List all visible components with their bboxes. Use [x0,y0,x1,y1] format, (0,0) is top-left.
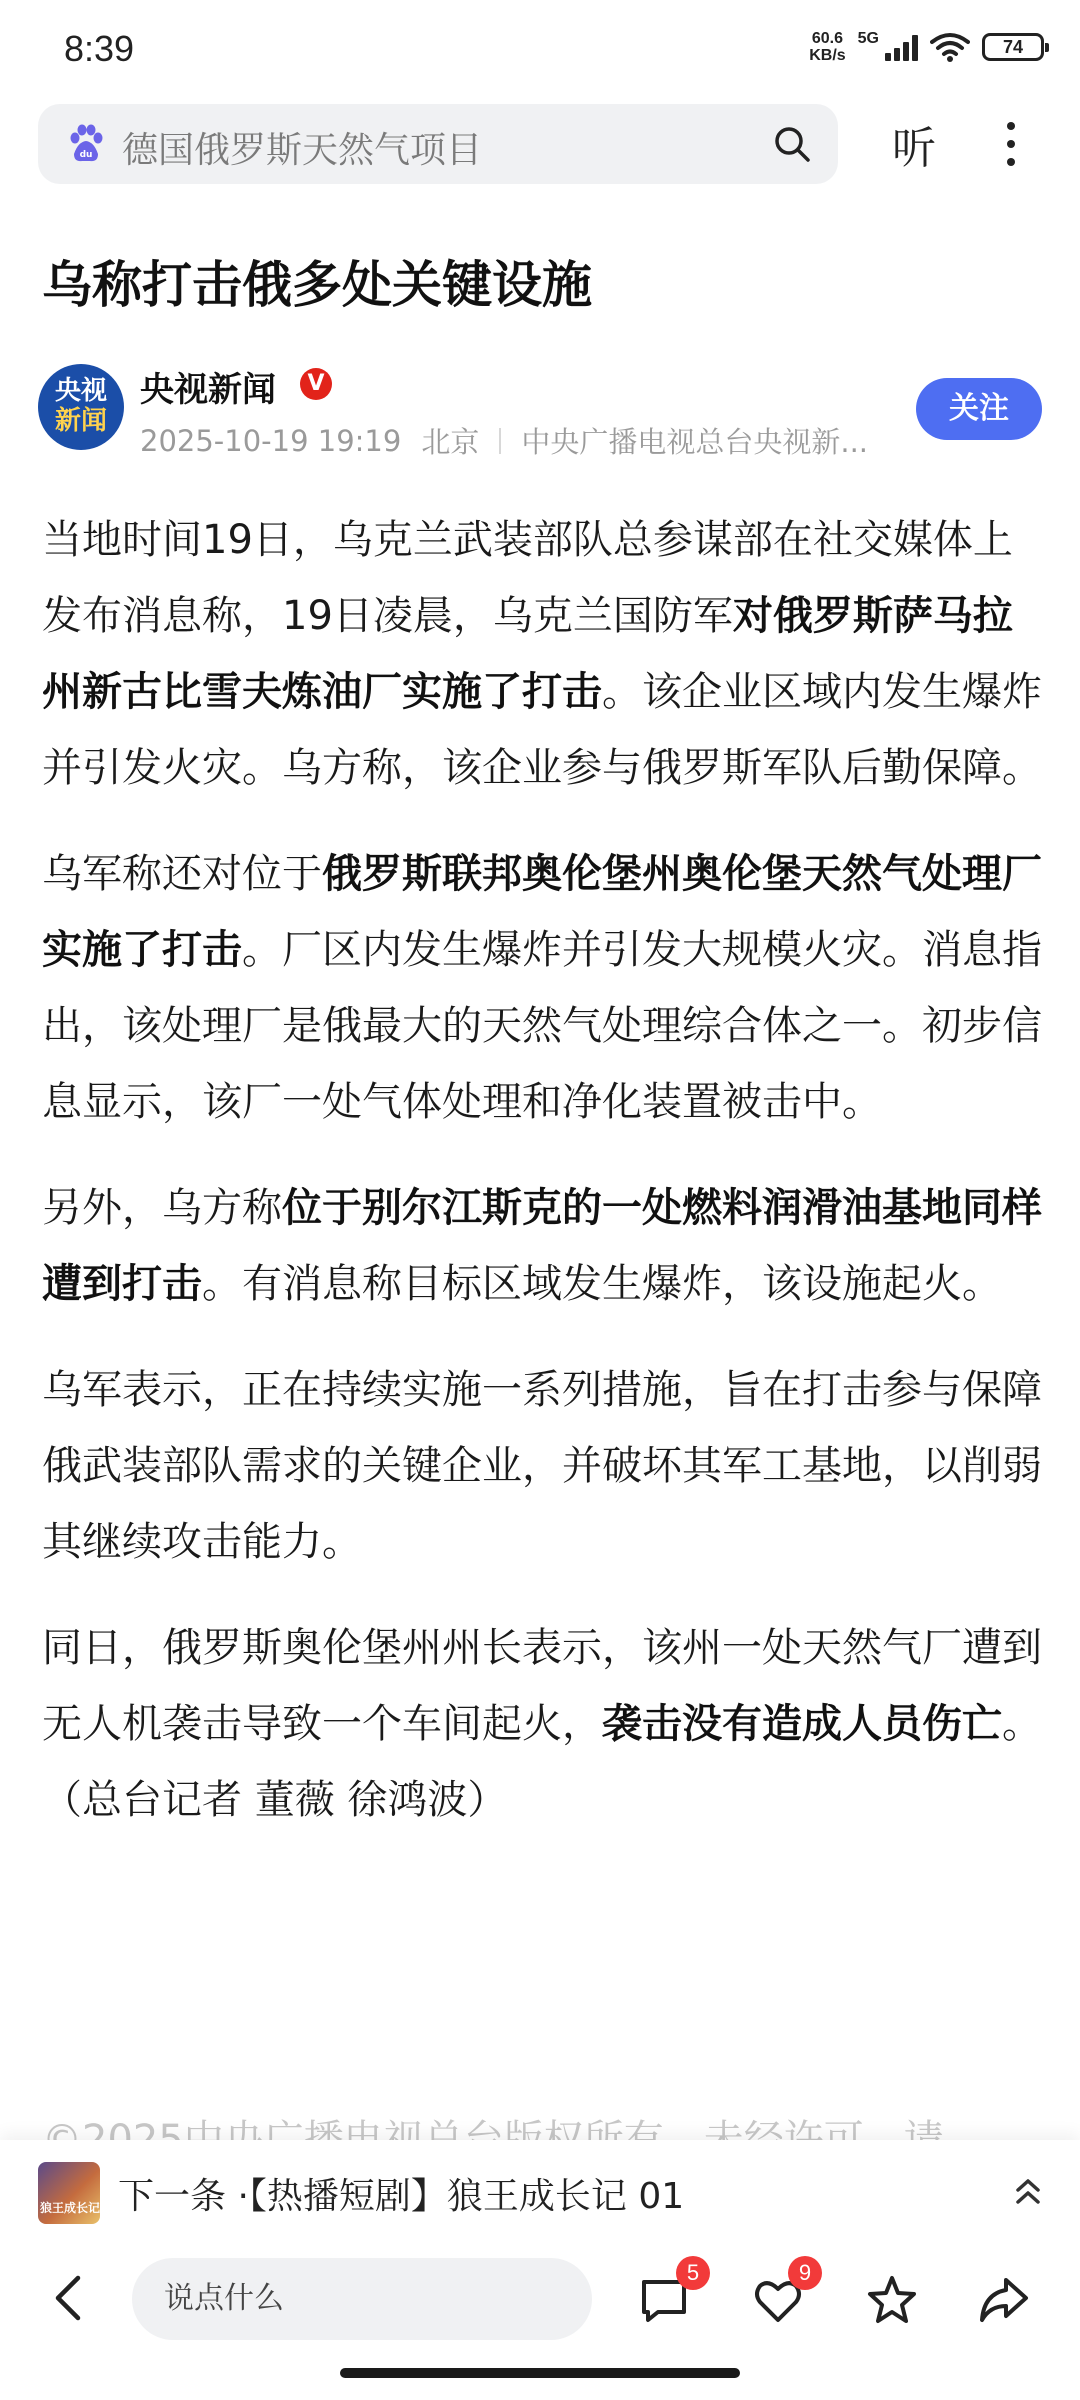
more-options-icon[interactable] [996,116,1026,172]
share-icon[interactable] [978,2274,1030,2326]
network-speed: 60.6 KB/s [809,30,846,64]
status-bar [0,0,1080,100]
next-article-label[interactable]: 下一条 ·【热播短剧】狼王成长记 01 [118,2176,685,2217]
text-segment: 。（总台记者 董薇 徐鸿波） [42,1701,1042,1823]
article-body [42,502,1042,1868]
article-paragraph [42,1170,1042,1322]
search-icon[interactable] [772,124,812,164]
search-query-text[interactable]: 德国俄罗斯天然气项目 [122,130,483,171]
battery-icon: 74 [982,33,1044,61]
verified-badge-icon: V [300,368,332,400]
publish-location: 北京 [421,425,480,459]
status-indicators [809,30,1044,64]
author-avatar[interactable]: 央视 新闻 [38,364,124,450]
bold-text-segment: 对俄罗斯萨马拉州新古比雪夫炼油厂实施了打击 [42,593,1013,715]
text-segment: 同日，俄罗斯奥伦堡州州长表示，该州一处天然气厂遭到无人机袭击导致一个车间起火， [42,1625,1042,1747]
home-indicator[interactable] [340,2368,740,2378]
next-article-thumbnail: 狼王成长记 [38,2162,100,2224]
article-source: 中央广播电视总台央视新... [521,425,868,459]
text-segment: 另外，乌方称 [42,1185,282,1231]
article-paragraph [42,836,1042,1140]
comment-count-badge: 5 [676,2256,710,2290]
bold-text-segment: 俄罗斯联邦奥伦堡州奥伦堡天然气处理厂实施了打击 [42,851,1042,973]
text-segment: 。该企业区域内发生爆炸并引发火灾。乌方称，该企业参与俄罗斯军队后勤保障。 [42,669,1042,791]
text-segment: 乌军表示，正在持续实施一系列措施，旨在打击参与保障俄武装部队需求的关键企业，并破坏其军工基地，以削弱其继续攻击能力。 [42,1367,1042,1565]
comment-input[interactable]: 说点什么 [132,2258,592,2340]
text-segment: 当地时间19日，乌克兰武装部队总参谋部在社交媒体上发布消息称，19日凌晨，乌克兰国防军 [42,517,1013,639]
publish-date: 2025-10-19 19:19 [140,423,402,458]
author-name[interactable]: 央视新闻 [140,370,276,410]
article-paragraph [42,1610,1042,1838]
next-article-bar[interactable] [0,2140,1080,2244]
status-time: 8:39 [64,28,135,69]
article-paragraph [42,1352,1042,1580]
signal-icon [885,33,918,61]
svg-text:du: du [79,150,93,160]
text-segment: 乌军称还对位于 [42,851,322,897]
follow-button[interactable]: 关注 [916,378,1042,440]
star-favorite-icon[interactable] [866,2274,918,2326]
like-count-badge: 9 [788,2256,822,2290]
bold-text-segment: 位于别尔江斯克的一处燃料润滑油基地同样遭到打击 [42,1185,1042,1307]
back-arrow-icon[interactable] [48,2270,88,2326]
text-segment: 。有消息称目标区域发生爆炸，该设施起火。 [202,1261,1002,1307]
listen-button[interactable]: 听 [892,123,936,174]
network-type: 5G [857,30,879,47]
baidu-paw-icon [66,124,106,164]
chevron-double-up-icon[interactable] [1010,2174,1046,2210]
article-paragraph [42,502,1042,806]
text-segment: 。厂区内发生爆炸并引发大规模火灾。消息指出，该处理厂是俄最大的天然气处理综合体之一。初步信息显示，该厂一处气体处理和净化装置被击中。 [42,927,1042,1125]
wifi-icon [930,32,970,62]
meta-divider [499,428,501,454]
article-meta [140,420,868,461]
bold-text-segment: 袭击没有造成人员伤亡 [602,1701,1002,1747]
article-title: 乌称打击俄多处关键设施 [42,256,592,314]
search-bar[interactable] [38,104,838,184]
